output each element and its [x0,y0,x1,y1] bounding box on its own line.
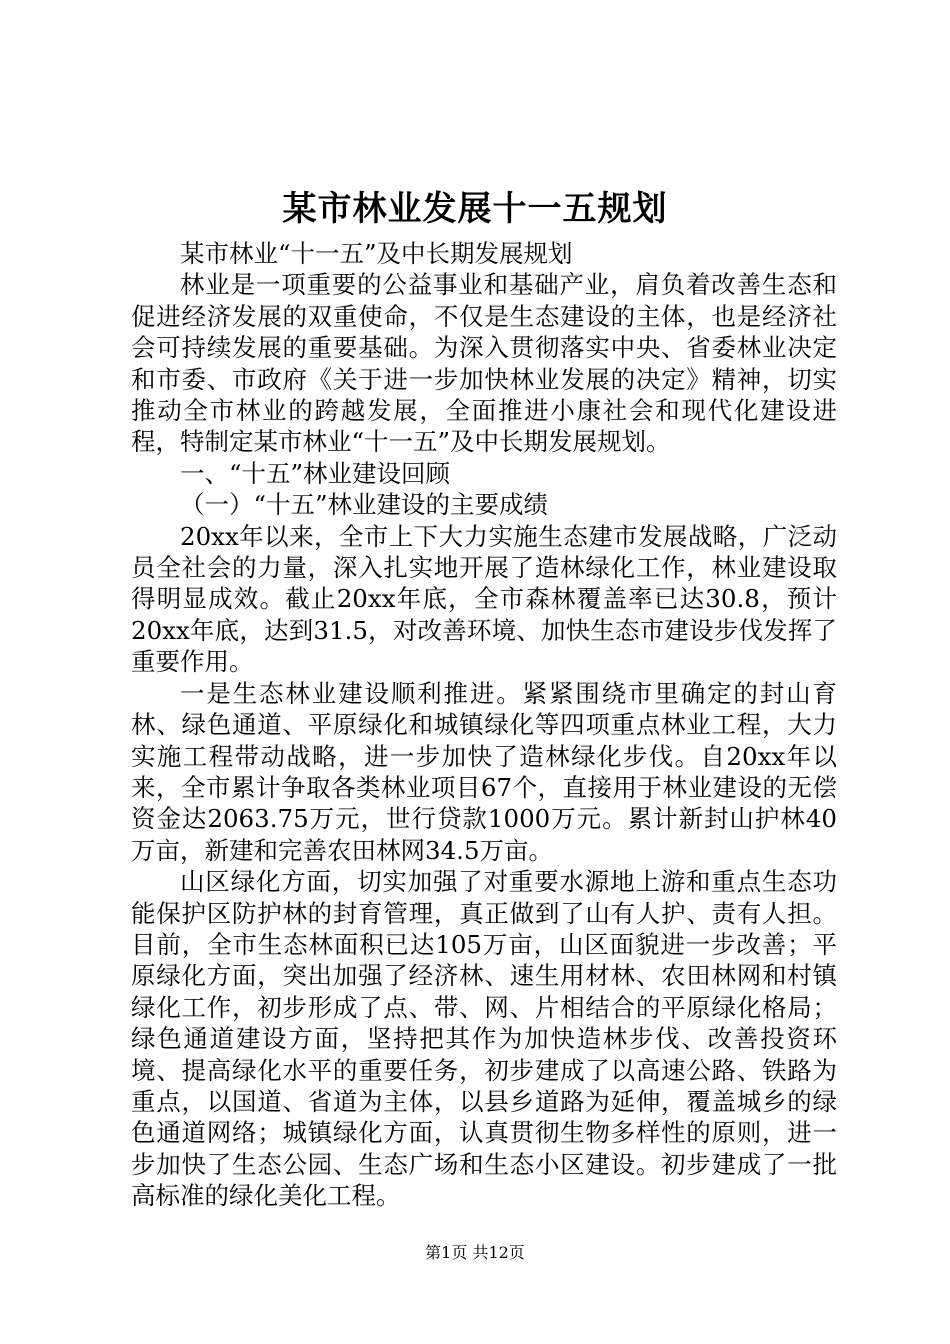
page-number-footer: 第1页 共12页 [425,1243,525,1262]
document-body [131,238,837,1212]
document-title: 某市林业发展十一五规划 [282,189,668,229]
subsection-heading: （一）“十五”林业建设的主要成绩 [180,490,549,520]
body-paragraph: 20xx年以来，全市上下大力实施生态建市发展战略，广泛动员全社会的力量，深入扎实地开展了造林绿化工作，林业建设取得明显成效。截止20xx年底，全市森林覆盖率已达30.8，预计20xx年底，达到31.5，对改善环境、加快生态市建设步伐发挥了重要作用。 [131,521,837,677]
body-paragraph: 一是生态林业建设顺利推进。紧紧围绕市里确定的封山育林、绿色通道、平原绿化和城镇绿化等四项重点林业工程，大力实施工程带动战略，进一步加快了造林绿化步伐。自20xx年以来，全市累计争取各类林业项目67个，直接用于林业建设的无偿资金达2063.75万元，世行贷款1000万元。累计新封山护林40万亩，新建和完善农田林网34.5万亩。 [131,678,837,865]
body-paragraph: 山区绿化方面，切实加强了对重要水源地上游和重点生态功能保护区防护林的封育管理，真正做到了山有人护、责有人担。目前，全市生态林面积已达105万亩，山区面貌进一步改善；平原绿化方面，突出加强了经济林、速生用材林、农田林网和村镇绿化工作，初步形成了点、带、网、片相结合的平原绿化格局；绿色通道建设方面，坚持把其作为加快造林步伐、改善投资环境、提高绿化水平的重要任务，初步建成了以高速公路、铁路为重点，以国道、省道为主体，以县乡道路为延伸，覆盖城乡的绿色通道网络；城镇绿化方面，认真贯彻生物多样性的原则，进一步加快了生态公园、生态广场和生态小区建设。初步建成了一批高标准的绿化美化工程。 [131,867,837,1211]
intro-paragraph: 林业是一项重要的公益事业和基础产业，肩负着改善生态和促进经济发展的双重使命，不仅是生态建设的主体，也是经济社会可持续发展的重要基础。为深入贯彻落实中央、省委林业决定和市委、市政府《关于进一步加快林业发展的决定》精神，切实推动全市林业的跨越发展，全面推进小康社会和现代化建设进程，特制定某市林业“十一五”及中长期发展规划。 [131,270,837,457]
section-heading: 一、“十五”林业建设回顾 [180,458,451,488]
subtitle-paragraph: 某市林业“十一五”及中长期发展规划 [180,239,573,268]
